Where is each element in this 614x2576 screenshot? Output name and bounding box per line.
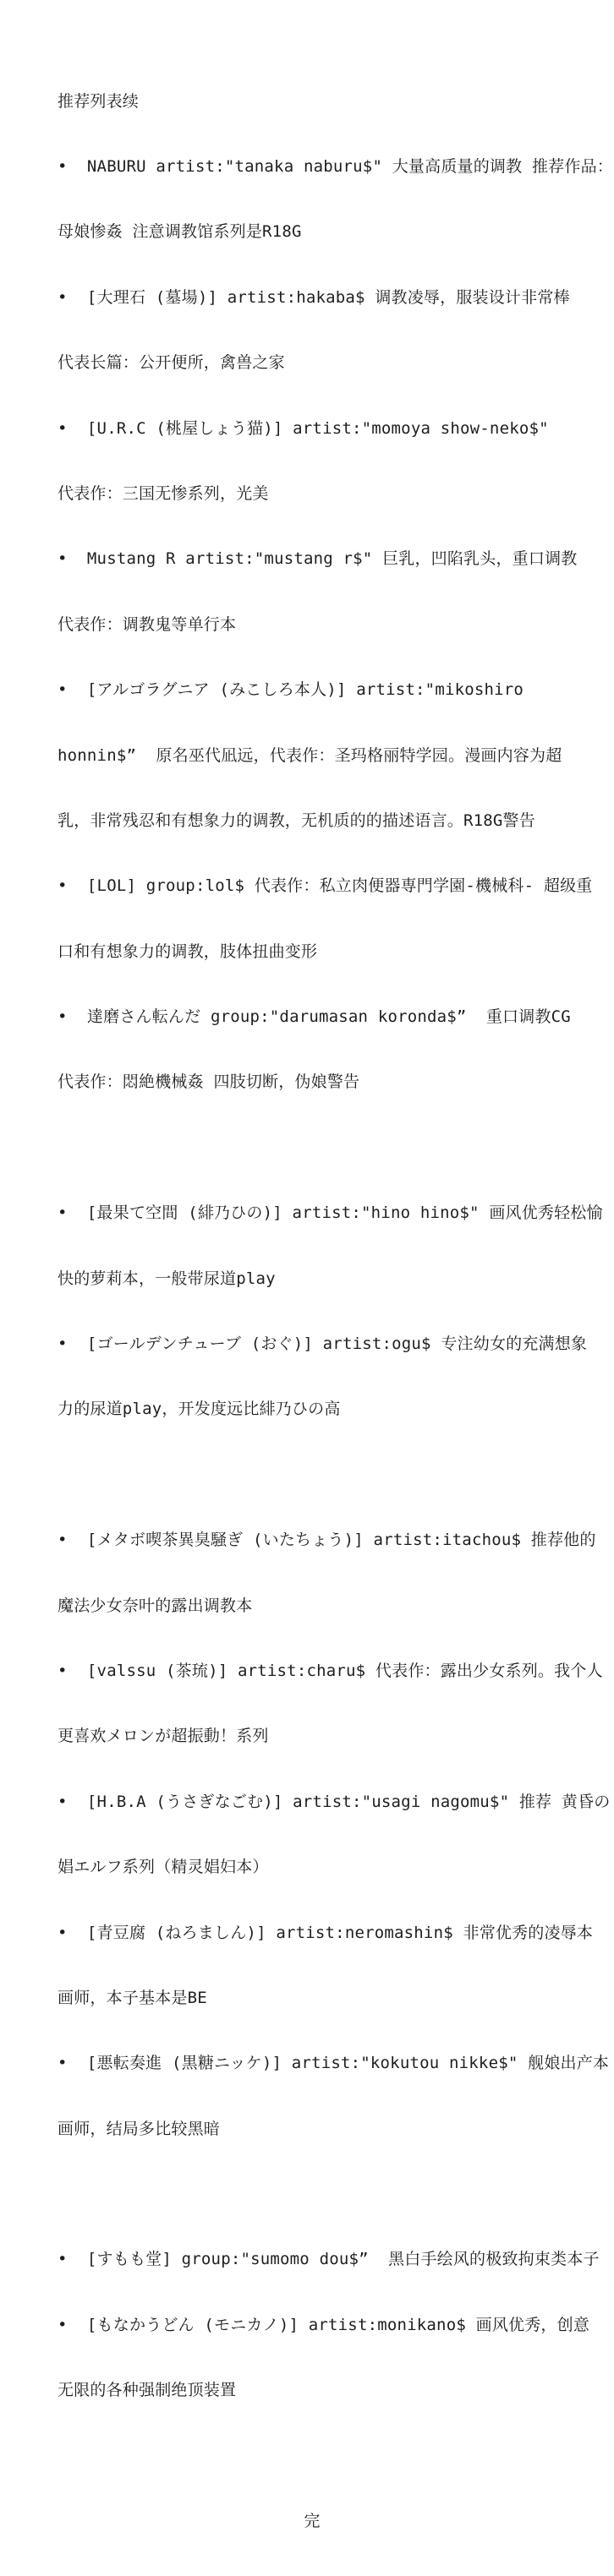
page-heading: 推荐列表续 <box>58 91 140 111</box>
text-line: • [U.R.C (桃屋しょう猫)] artist:"momoya show-neko$" <box>58 418 549 438</box>
text-line: 代表长篇：公开便所，禽兽之家 <box>58 353 285 373</box>
text-line: honnin$” 原名巫代凪远，代表作：圣玛格丽特学园。漫画内容为超 <box>58 745 562 765</box>
text-line: 画师，本子基本是BE <box>58 1988 207 2007</box>
text-line: • NABURU artist:"tanaka naburu$" 大量高质量的调教 推荐作品： <box>58 156 613 176</box>
text-line: 力的尿道play，开发度远比緋乃ひの高 <box>58 1400 341 1419</box>
text-line: • [青豆腐 (ねろましん)] artist:neromashin$ 非常优秀的凌辱本 <box>58 1923 594 1942</box>
text-line: 代表作：调教鬼等单行本 <box>58 614 237 634</box>
text-line: 娼エルフ系列（精灵娼妇本） <box>58 1858 269 1877</box>
text-line: 无限的各种强制绝顶装置 <box>58 2381 237 2400</box>
text-line: • [大理石 (墓場)] artist:hakaba$ 调教凌辱，服装设计非常棒 <box>58 287 570 307</box>
text-line: 代表作：悶絶機械姦 四肢切断，伪娘警告 <box>58 1072 360 1092</box>
text-block <box>58 47 613 2576</box>
text-line: 乳，非常残忍和有想象力的调教，无机质的的描述语言。R18G警告 <box>58 810 535 830</box>
text-line: • [アルゴラグニア (みこしろ本人)] artist:"mikoshiro <box>58 680 524 700</box>
end-marker: 完 <box>304 2512 321 2531</box>
text-line: • [すもも堂] group:"sumomo dou$” 黑白手绘风的极致拘束类本子 <box>58 2250 600 2269</box>
text-line: • [最果て空間 (緋乃ひの)] artist:"hino hino$" 画风优秀轻松愉 <box>58 1203 603 1223</box>
text-line: 代表作：三国无惨系列，光美 <box>58 483 269 503</box>
blank-line <box>58 1138 567 1160</box>
text-line: 快的萝莉本，一般带尿道play <box>58 1269 276 1288</box>
text-line: • [H.B.A (うさぎなごむ)] artist:"usagi nagomu$" 推荐 黄昏の <box>58 1792 611 1811</box>
text-line: • [ゴールデンチューブ (おぐ)] artist:ogu$ 专注幼女的充满想象 <box>58 1334 588 1354</box>
blank-line <box>58 2446 567 2468</box>
text-line: 画师，结局多比较黑暗 <box>58 2119 221 2138</box>
text-line: • [valssu (茶琉)] artist:charu$ 代表作：露出少女系列。我个人 <box>58 1661 603 1680</box>
text-line: 口和有想象力的调教，肢体扭曲变形 <box>58 941 318 961</box>
text-line: 魔法少女奈叶的露出调教本 <box>58 1596 253 1615</box>
text-line: • [もなかうどん (モニカノ)] artist:monikano$ 画风优秀，创意 <box>58 2315 590 2334</box>
blank-line <box>58 1465 567 1487</box>
text-line: • [メタボ喫茶異臭騒ぎ (いたちょう)] artist:itachou$ 推荐他的 <box>58 1531 596 1550</box>
text-line: 母娘惨姦 注意调教馆系列是R18G <box>58 222 302 242</box>
text-line: • [悪転奏進 (黒糖ニッケ)] artist:"kokutou nikke$" 舰娘出产本 <box>58 2054 610 2073</box>
text-line: • Mustang R artist:"mustang r$" 巨乳，凹陷乳头，重口调教 <box>58 549 578 569</box>
text-line: • [LOL] group:lol$ 代表作：私立肉便器専門学園-機械科- 超级重 <box>58 876 593 896</box>
blank-line <box>58 2184 567 2206</box>
text-line: 更喜欢メロンが超振動！系列 <box>58 1727 269 1746</box>
text-line: • 達磨さん転んだ group:"darumasan koronda$” 重口调教CG <box>58 1007 571 1027</box>
